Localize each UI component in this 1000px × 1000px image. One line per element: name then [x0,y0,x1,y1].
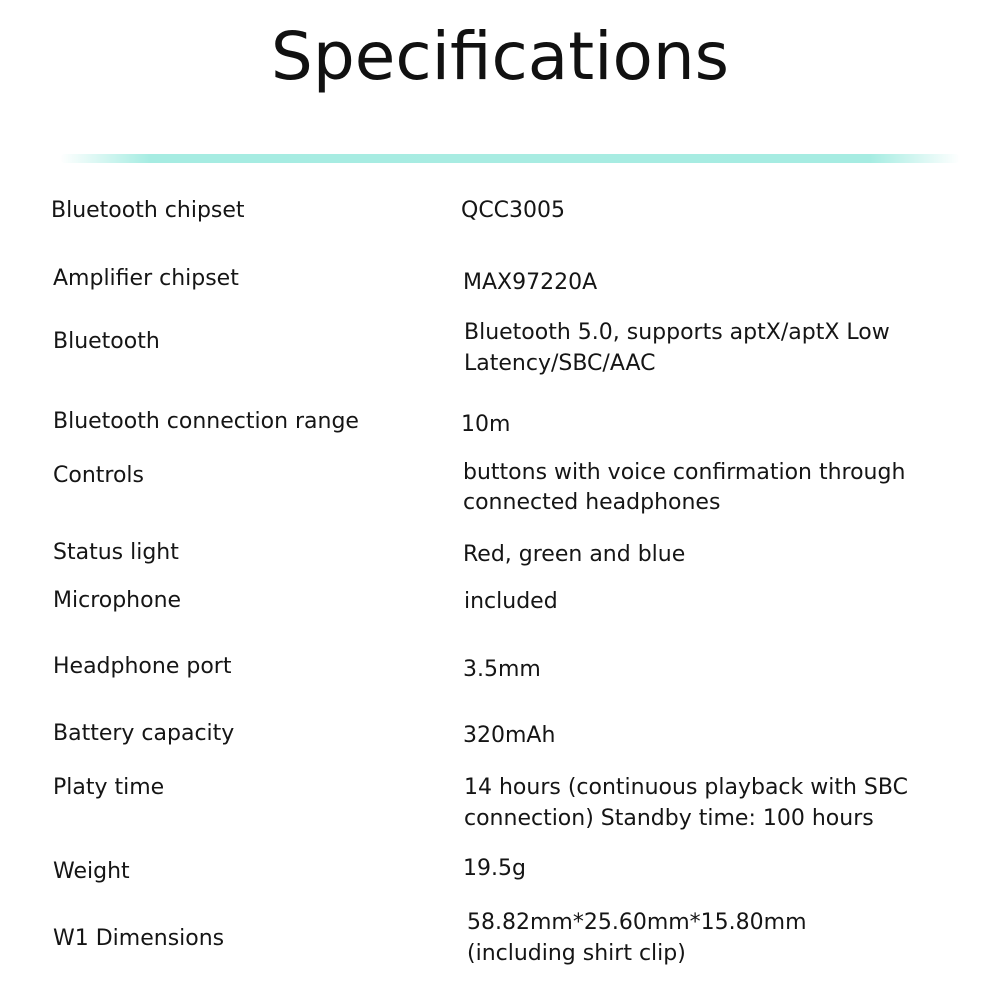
spec-label-amplifier-chipset: Amplifier chipset [53,266,239,291]
spec-value-dimensions-line-1: 58.82mm*25.60mm*15.80mm [467,910,807,935]
spec-label-bluetooth: Bluetooth [53,329,160,354]
spec-label-connection-range: Bluetooth connection range [53,409,359,434]
spec-label-headphone-port: Headphone port [53,654,232,679]
spec-label-battery-capacity: Battery capacity [53,721,235,746]
spec-value-dimensions-line-2: (including shirt clip) [467,941,686,966]
page-title: Specifications [270,18,730,95]
spec-value-headphone-port: 3.5mm [463,657,541,682]
spec-label-controls: Controls [53,463,144,488]
spec-label-play-time: Platy time [53,775,165,800]
spec-value-controls-line-1: buttons with voice confirmation through [463,460,906,485]
spec-value-bluetooth-chipset: QCC3005 [461,198,566,223]
spec-label-status-light: Status light [53,540,179,565]
spec-value-microphone: included [464,589,558,614]
spec-value-status-light: Red, green and blue [463,542,686,567]
spec-label-dimensions: W1 Dimensions [53,926,225,951]
spec-value-play-time-line-1: 14 hours (continuous playback with SBC [464,775,908,800]
spec-value-play-time-line-2: connection) Standby time: 100 hours [464,806,874,831]
spec-value-bluetooth-line-2: Latency/SBC/AAC [464,351,656,376]
title-divider [60,154,960,163]
spec-value-connection-range: 10m [461,412,511,437]
spec-value-amplifier-chipset: MAX97220A [463,270,598,295]
spec-value-battery-capacity: 320mAh [463,723,556,748]
spec-label-microphone: Microphone [53,588,182,613]
spec-label-weight: Weight [53,859,130,884]
spec-value-weight: 19.5g [463,856,526,881]
spec-value-controls-line-2: connected headphones [463,490,721,515]
spec-value-bluetooth-line-1: Bluetooth 5.0, supports aptX/aptX Low [464,320,890,345]
spec-label-bluetooth-chipset: Bluetooth chipset [51,198,245,223]
